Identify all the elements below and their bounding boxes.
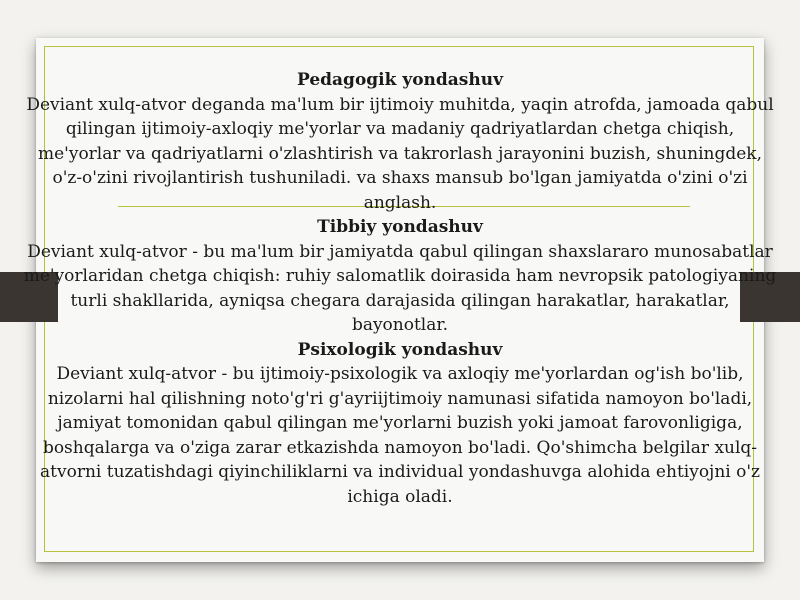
section-heading-pedagogical: Pedagogik yondashuv <box>297 70 503 90</box>
section-heading-psychological: Psixologik yondashuv <box>297 339 503 360</box>
section-text-pedagogical: Deviant xulq-atvor deganda ma'lum bir ijtimoiy muhitda, yaqin atrofda, jamoada qabul qilingan ijtimoiy-axloqiy me'yorlar va madaniy qadriyatlardan chetga chiqish, me'yorlar va qadriyatlarni o'zlashtirish va takrorlash jarayonini buzish, shuningdek, o'z-o'zini rivojlantirish tushuniladi. va shaxs mansub bo'lgan jamiyatda o'zini o'zi anglash. <box>26 94 774 213</box>
section-text-psychological: Deviant xulq-atvor - bu ijtimoiy-psixologik va axloqiy me'yorlardan og'ish bo'lib, nizolarni hal qilishning noto'g'ri g'ayriijtimoiy namunasi sifatida namoyon bo'ladi, jamiyat tomonidan qabul qilingan me'yorlarni buzish yoki jamoat farovonligiga, boshqalarga va o'ziga zarar etkazishda namoyon bo'ladi. Qo'shimcha belgilar xulq-atvorni tuzatishdagi qiyinchiliklarni va individual yondashuvga alohida ehtiyojni o'z ichiga oladi. <box>40 364 760 507</box>
section-text-medical: Deviant xulq-atvor - bu ma'lum bir jamiyatda qabul qilingan shaxslararo munosabatlar me'yorlaridan chetga chiqish: ruhiy salomatlik doirasida ham nevropsik patologiyaning turli shakllarida, ayniqsa chegara darajasida qilingan harakatlar, harakatlar, bayonotlar. <box>23 241 777 335</box>
slide-content <box>0 68 800 509</box>
section-heading-medical: Tibbiy yondashuv <box>317 217 483 237</box>
